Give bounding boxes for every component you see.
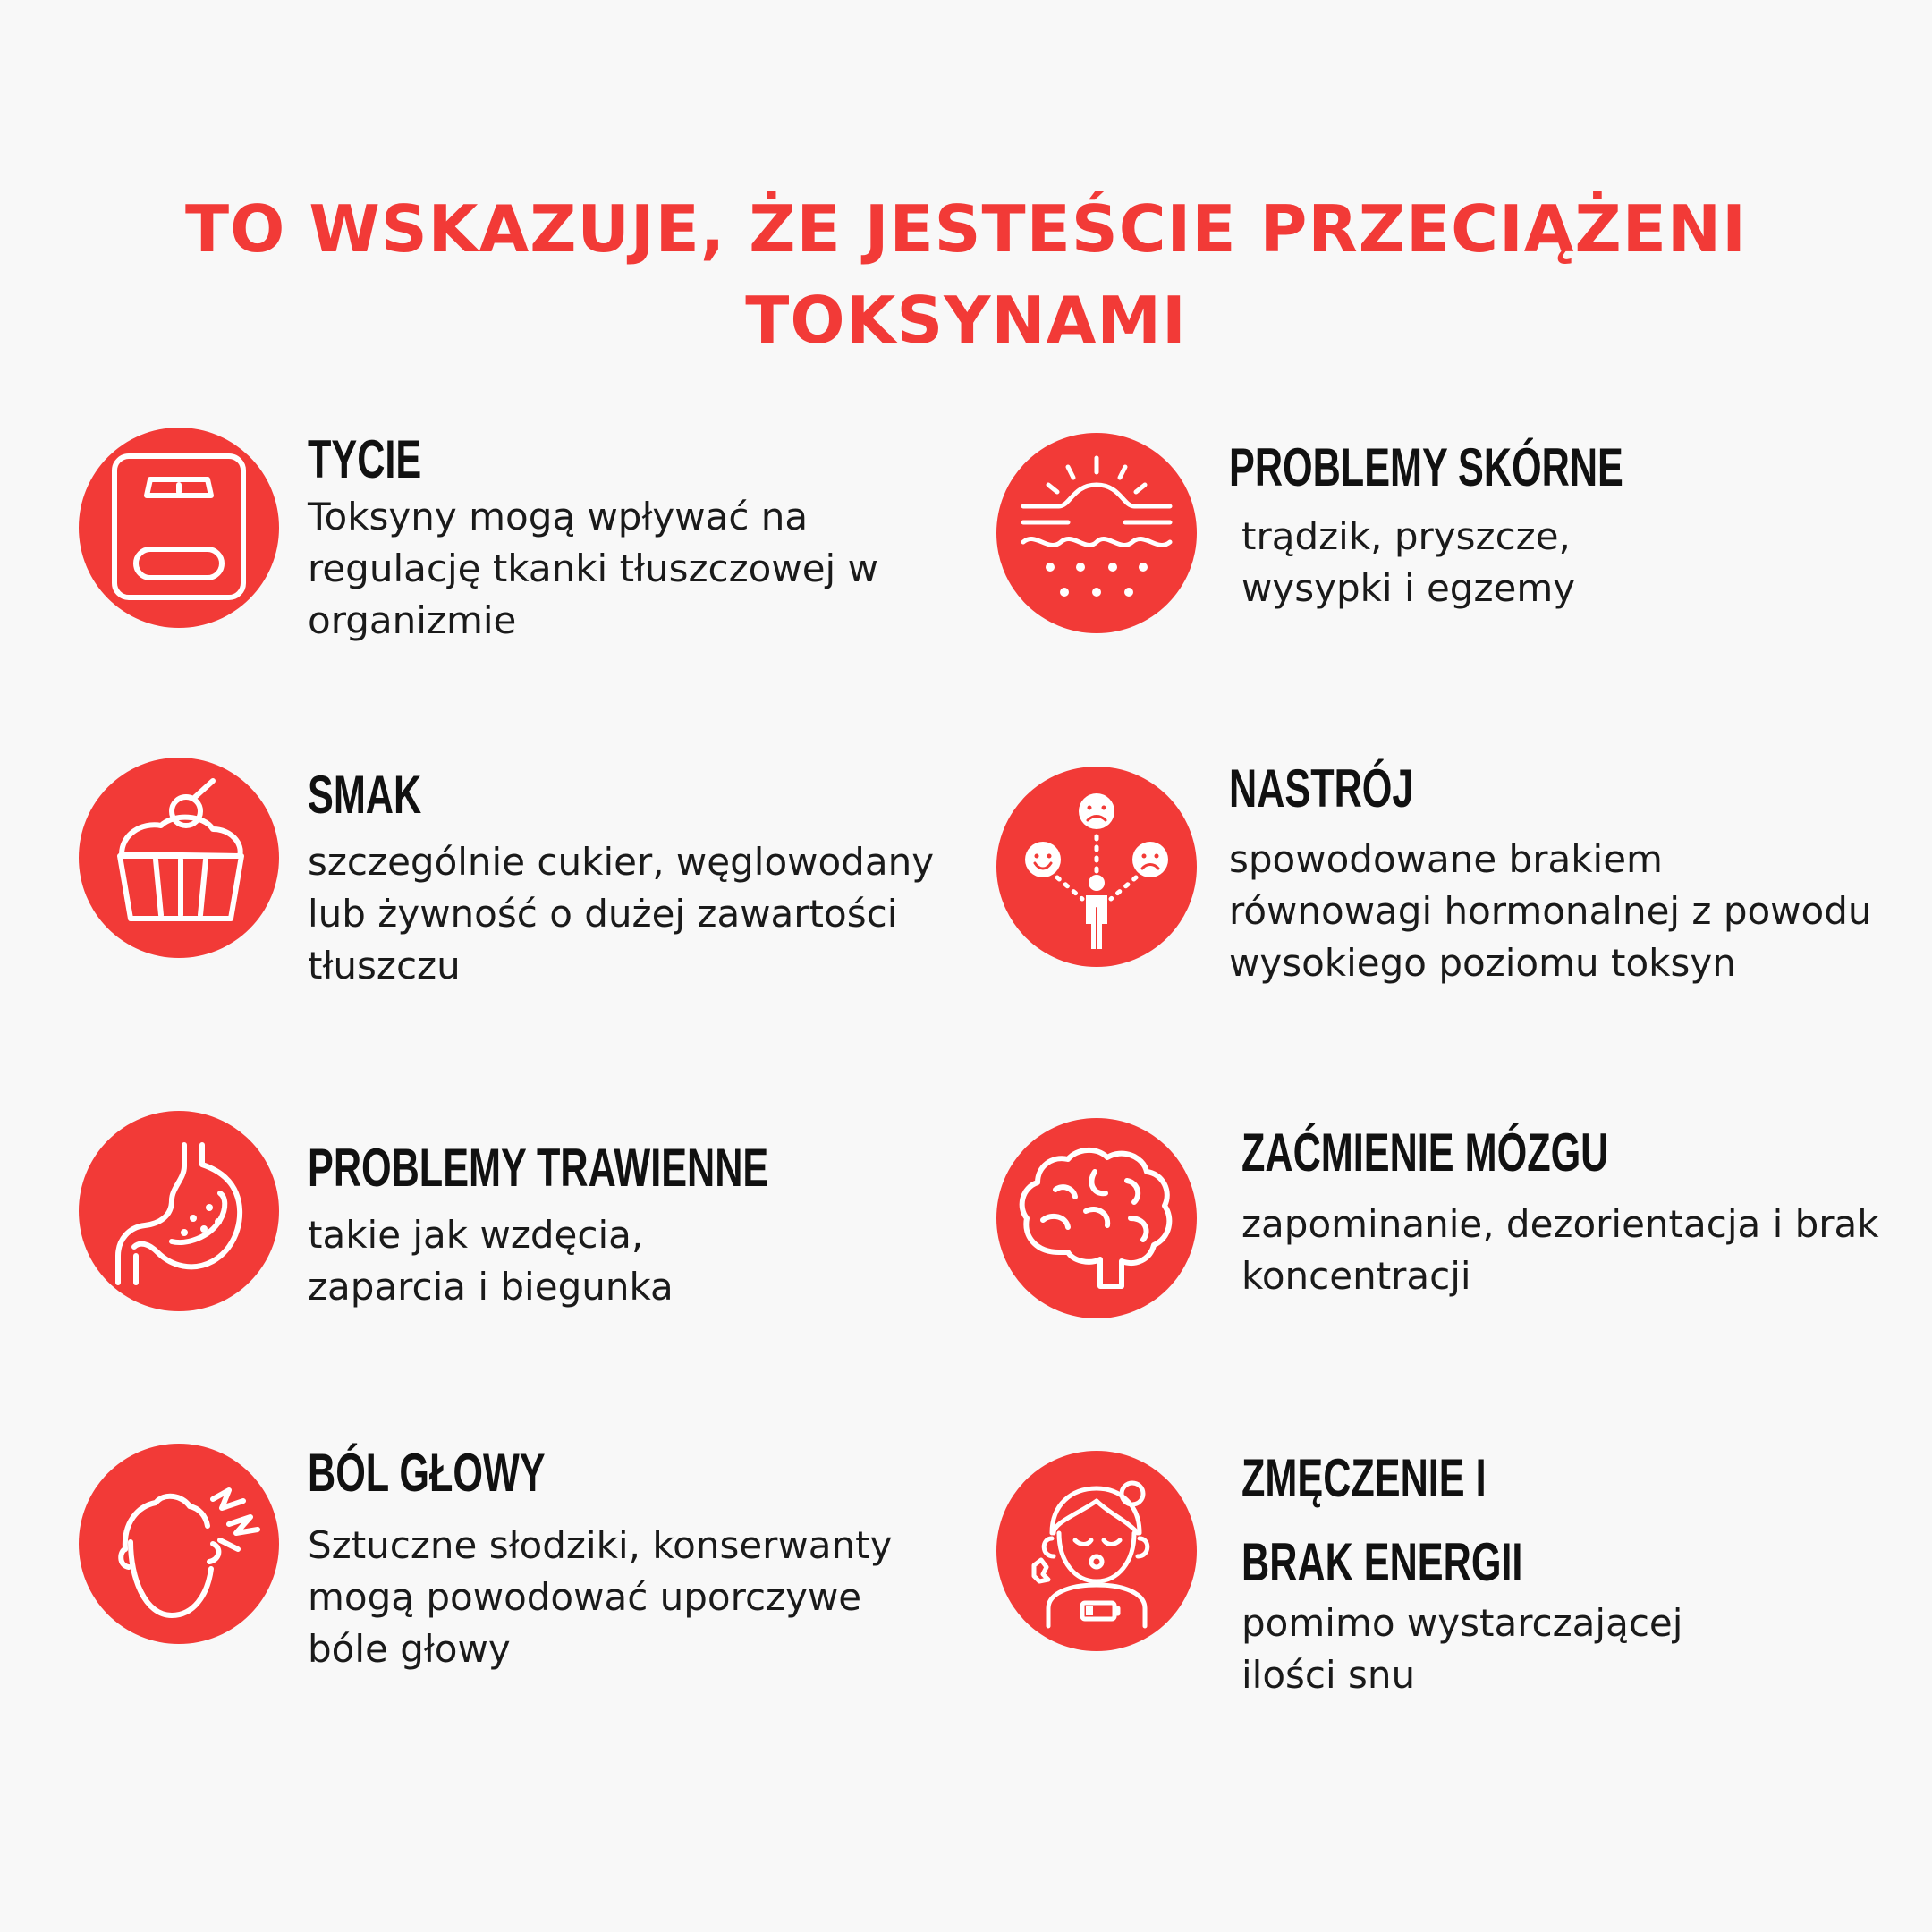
item-title: ZAĆMIENIE MÓZGU (1241, 1123, 1609, 1182)
page-title-line-1: TO WSKAZUJE, ŻE JESTEŚCIE PRZECIĄŻENI (185, 191, 1747, 267)
item-description: Sztuczne słodziki, konserwanty mogą powodować uporczywe bóle głowy (308, 1523, 893, 1671)
item-description: zapominanie, dezorientacja i brak koncentracji (1241, 1202, 1879, 1298)
headache-icon (79, 1444, 279, 1644)
stomach-icon (79, 1111, 279, 1311)
tired-person-icon (996, 1451, 1197, 1651)
item-description: szczególnie cukier, węglowodany lub żywność o dużej zawartości tłuszczu (308, 840, 935, 987)
item-title: TYCIE (308, 429, 422, 489)
page-title (0, 183, 1932, 366)
mood-icon (996, 767, 1197, 967)
item-description: takie jak wzdęcia, zaparcia i biegunka (308, 1213, 674, 1309)
item-description: spowodowane brakiem równowagi hormonalnej z powodu wysokiego poziomu toksyn (1229, 837, 1872, 985)
brain-icon (996, 1118, 1197, 1318)
skin-icon (996, 433, 1197, 633)
item-title: PROBLEMY SKÓRNE (1229, 437, 1623, 497)
item-title: ZMĘCZENIE I BRAK ENERGII (1241, 1448, 1523, 1592)
item-title: BÓL GŁOWY (308, 1443, 546, 1503)
item-description: pomimo wystarczającej ilości snu (1241, 1601, 1683, 1697)
cupcake-icon (79, 758, 279, 958)
item-title: PROBLEMY TRAWIENNE (308, 1138, 769, 1198)
item-description: trądzik, pryszcze, wysypki i egzemy (1241, 514, 1576, 610)
scale-icon (79, 428, 279, 628)
item-title: SMAK (308, 765, 422, 825)
item-description: Toksyny mogą wpływać na regulację tkanki tłuszczowej w organizmie (308, 495, 878, 642)
page-title-line-2: TOKSYNAMI (745, 283, 1187, 358)
item-title: NASTRÓJ (1229, 758, 1414, 818)
